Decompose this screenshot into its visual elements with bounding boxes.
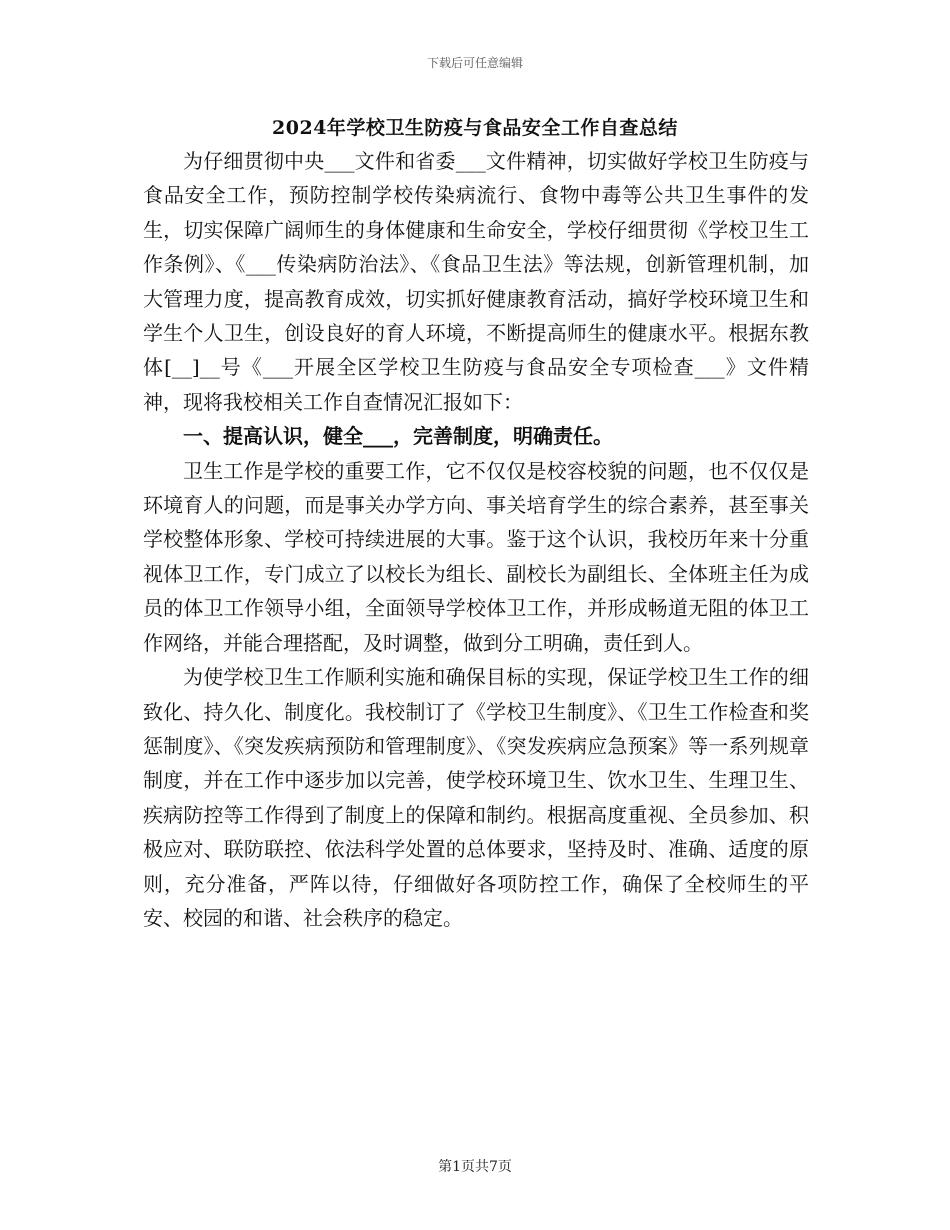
header-note: 下载后可任意编辑 <box>426 56 523 70</box>
body-paragraph: 为使学校卫生工作顺利实施和确保目标的实现，保证学校卫生工作的细致化、持久化、制度化。我校制订了《学校卫生制度》、《卫生工作检查和奖惩制度》、《突发疾病预防和管理制度》、《突发疾病应急预案》等一系列规章制度，并在工作中逐步加以完善，使学校环境卫生、饮水卫生、生理卫生、疾病防控等工作得到了制度上的保障和制约。根据高度重视、全员参加、积极应对、联防联控、依法科学处置的总体要求，坚持及时、准确、适度的原则，充分准备，严阵以待，仔细做好各项防控工作，确保了全校师生的平安、校园的和谐、社会秩序的稳定。 <box>143 665 809 930</box>
intro-paragraph: 为仔细贯彻中央___文件和省委___文件精神，切实做好学校卫生防疫与食品安全工作，预防控制学校传染病流行、食物中毒等公共卫生事件的发生，切实保障广阔师生的身体健康和生命安全，学校仔细贯彻《学校卫生工作条例》、《___传染病防治法》、《食品卫生法》等法规，创新管理机制，加大管理力度，提高教育成效，切实抓好健康教育活动，搞好学校环境卫生和学生个人卫生，创设良好的育人环境，不断提高师生的健康水平。根据东教体[__]__号《___开展全区学校卫生防疫与食品安全专项检查___》文件精神，现将我校相关工作自查情况汇报如下： <box>143 149 809 414</box>
page-number: 第1页共7页 <box>438 1159 512 1175</box>
section-heading: 一、提高认识，健全___，完善制度，明确责任。 <box>183 424 613 449</box>
body-paragraph: 卫生工作是学校的重要工作，它不仅仅是校容校貌的问题，也不仅仅是环境育人的问题，而是事关办学方向、事关培育学生的综合素养，甚至事关学校整体形象、学校可持续进展的大事。鉴于这个认识，我校历年来十分重视体卫工作，专门成立了以校长为组长、副校长为副组长、全体班主任为成员的体卫工作领导小组，全面领导学校体卫工作，并形成畅道无阻的体卫工作网络，并能合理搭配，及时调整，做到分工明确，责任到人。 <box>143 458 809 655</box>
document-body <box>143 144 809 935</box>
document-title: 2024年学校卫生防疫与食品安全工作自查总结 <box>272 117 678 139</box>
